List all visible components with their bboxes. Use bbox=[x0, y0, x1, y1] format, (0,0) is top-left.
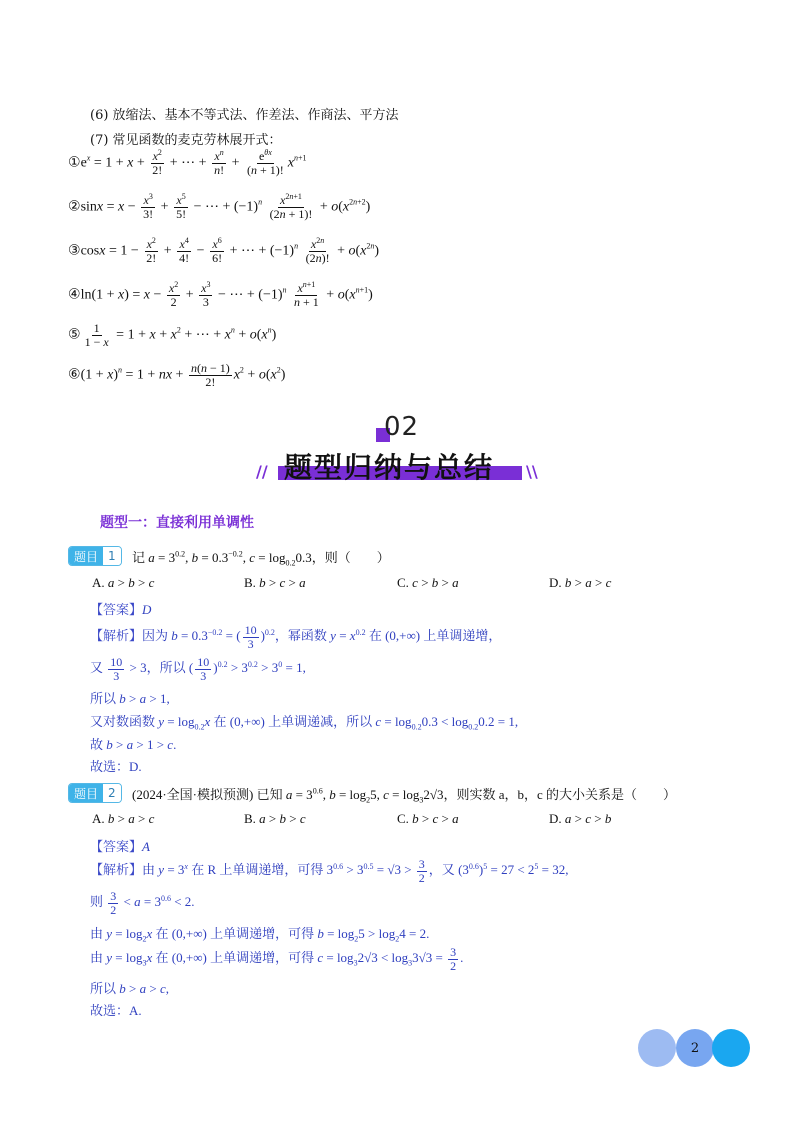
q1-analysis-line4: 又对数函数 $y = \log_{0.2}x$ 在 (0,+∞) 上单调递减，所以 $c = \log_{0.2}0.3 < \log_{0.2}0.2 = 1$, bbox=[90, 714, 519, 732]
page-number: 2 bbox=[676, 1029, 714, 1067]
question-tag-number: 2 bbox=[103, 784, 121, 802]
q2-choice-d[interactable]: D. a > c > b bbox=[549, 811, 612, 826]
formula-binomial: ⑥(1 + x)$^n$ = 1 + nx + $\frac{n(n - 1)}{2!}$ $x^2 + o(x^2)$ bbox=[68, 361, 286, 389]
q1-answer: 【答案】D bbox=[90, 602, 152, 617]
section-right-deco: \\ bbox=[526, 462, 538, 481]
question-tag-label: 题目 bbox=[69, 784, 103, 802]
type-heading: 题型一：直接利用单调性 bbox=[100, 515, 254, 531]
q2-choice-c[interactable]: C. b > c > a bbox=[397, 811, 459, 826]
q1-choice-d[interactable]: D. b > a > c bbox=[549, 575, 612, 590]
q2-choice-b[interactable]: B. a > b > c bbox=[244, 811, 306, 826]
section-number: 02 bbox=[384, 412, 420, 442]
q1-analysis-line6: 故选：D. bbox=[90, 759, 142, 774]
formula-cos: ③cosx = 1 − $\frac{x^2}{2!}$ + $\frac{x^4}{4!}$ − $\frac{x^6}{6!}$ + ⋯ + $(-1)^n$ $\frac{x^{2n}}{(2n)!}$ + $o(x^{2n})$ bbox=[68, 236, 380, 265]
formula-marker: ① bbox=[68, 155, 81, 171]
question-tag-2 bbox=[68, 783, 122, 803]
question-tag-label: 题目 bbox=[69, 547, 103, 565]
q2-choice-a[interactable]: A. b > a > c bbox=[92, 811, 155, 826]
q1-choice-c[interactable]: C. c > b > a bbox=[397, 575, 459, 590]
question-tag-number: 1 bbox=[103, 547, 121, 565]
formula-marker: ⑤ bbox=[68, 327, 81, 343]
q2-analysis-line3: 由 $y = \log_2x$ 在 (0,+∞) 上单调递增，可得 $b = \log_25 > \log_24 = 2$. bbox=[90, 926, 430, 944]
question-tag-1 bbox=[68, 546, 122, 566]
formula-ln: ④ln(1 + x) = x − $\frac{x^2}{2}$ + $\frac{x^3}{3}$ − ⋯ + $(-1)^n$ $\frac{x^{n+1}}{n + 1}$ + $o(x^{n+1})$ bbox=[68, 280, 373, 309]
formula-marker: ⑥ bbox=[68, 367, 81, 383]
intro-item-6: (6) 放缩法、基本不等式法、作差法、作商法、平方法 bbox=[90, 108, 399, 123]
formula-geometric: ⑤ $\frac{1}{1 - x}$ = $1 + x + x^2$ + ⋯ + $x^n + o(x^n)$ bbox=[68, 321, 277, 349]
q2-analysis-line4: 由 $y = \log_3x$ 在 (0,+∞) 上单调递增，可得 $c = \log_32√3 < \log_33√3$ = $\frac{3}{2}$ . bbox=[90, 945, 464, 973]
intro-item-7: (7) 常见函数的麦克劳林展开式： bbox=[90, 133, 282, 148]
q1-analysis-line3: 所以 b > a > 1, bbox=[90, 691, 170, 706]
formula-marker: ② bbox=[68, 199, 81, 215]
q2-answer: 【答案】A bbox=[90, 839, 150, 854]
formula-sin: ②sinx = x − $\frac{x^3}{3!}$ + $\frac{x^5}{5!}$ − ⋯ + $(-1)^n$ $\frac{x^{2n+1}}{(2n + 1)!}$ + $o(x^{2n+2})$ bbox=[68, 192, 371, 221]
q1-choice-b[interactable]: B. b > c > a bbox=[244, 575, 306, 590]
q1-stem: 记 $a = 3^{0.2}$, $b = 0.3^{-0.2}$, $c = \log_{0.2}0.3$，则（ ） bbox=[132, 549, 390, 568]
q2-analysis-line1: 【解析】由 $y = 3^x$ 在 R 上单调递增，可得 $3^{0.6} > 3^{0.5} = √3$ > $\frac{3}{2}$ ，又 $(3^{0.6})^5 = 27 < 2^5 = 32$, bbox=[90, 857, 569, 885]
q1-analysis-line1: 【解析】因为 $b = 0.3^{-0.2}$ = ( $\frac{10}{3}$ )$^{0.2}$，幂函数 $y = x^{0.2}$ 在 (0,+∞) 上单调递增， bbox=[90, 623, 502, 651]
formula-exp: $①e^x = 1 + x$ + $\frac{x^2}{2!}$ + ⋯ + $\frac{x^n}{n!}$ + $\frac{e^{\theta x}}{(n + 1)!}$ $x^{n+1}$ bbox=[68, 148, 307, 177]
q2-analysis-line6: 故选：A. bbox=[90, 1003, 142, 1018]
q1-analysis-line5: 故 b > a > 1 > c. bbox=[90, 737, 177, 752]
q1-choice-a[interactable]: A. a > b > c bbox=[92, 575, 155, 590]
q2-stem: (2024·全国·模拟预测) 已知 $a = 3^{0.6}$, $b = \log_25$, $c = \log_32√3$，则实数 a，b，c 的大小关系是（ ） bbox=[132, 786, 677, 805]
section-title: 题型归纳与总结 bbox=[284, 451, 495, 484]
q1-analysis-line2: 又 $\frac{10}{3}$ > 3，所以 ( $\frac{10}{3}$ )$^{0.2} > 3^{0.2} > 3^0 = 1$, bbox=[90, 655, 306, 683]
q2-analysis-line2: 则 $\frac{3}{2}$ < $a = 3^{0.6} < 2$. bbox=[90, 889, 195, 917]
page-circle-left bbox=[638, 1029, 676, 1067]
formula-marker: ④ bbox=[68, 287, 81, 303]
page-circle-right bbox=[712, 1029, 750, 1067]
section-left-deco: // bbox=[256, 462, 268, 481]
formula-marker: ③ bbox=[68, 243, 81, 259]
q2-analysis-line5: 所以 b > a > c, bbox=[90, 981, 169, 996]
